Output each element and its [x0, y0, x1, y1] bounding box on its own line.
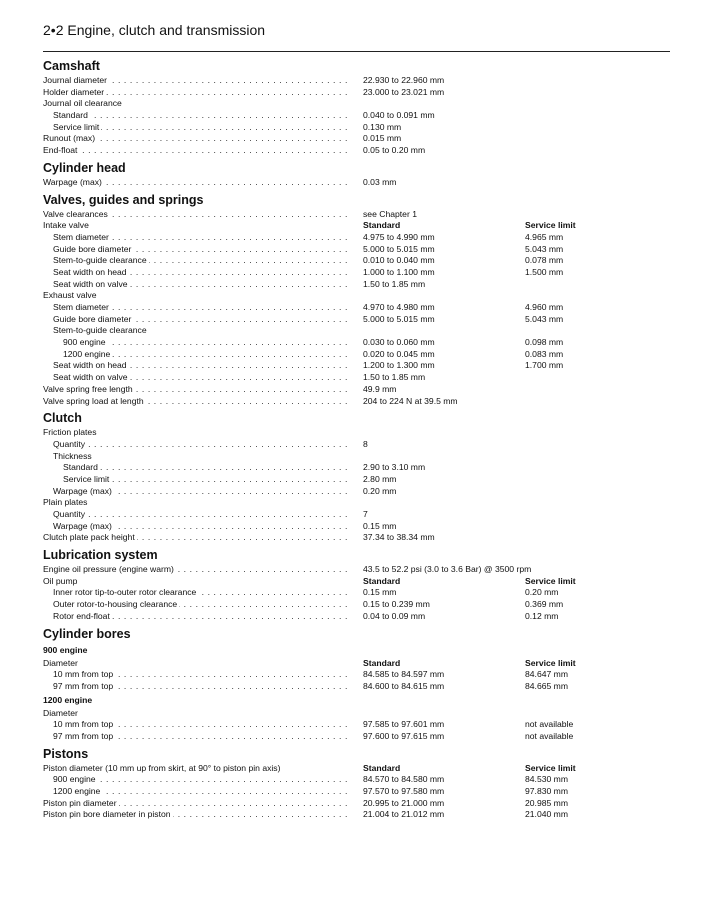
- spec-label: Journal diameter: [43, 75, 108, 85]
- section-title-cylinder-bores: Cylinder bores: [43, 626, 131, 641]
- column-header-standard: Standard: [363, 220, 401, 231]
- spec-value: 0.03 mm: [363, 176, 397, 187]
- spec-value: 2.80 mm: [363, 473, 397, 484]
- spec-limit: 20.985 mm: [525, 797, 568, 808]
- spec-limit: 0.12 mm: [525, 610, 559, 621]
- spec-row: [43, 87, 670, 99]
- spec-value: 1.000 to 1.100 mm: [363, 266, 435, 277]
- spec-label: Diameter: [43, 657, 78, 668]
- spec-limit: 0.369 mm: [525, 599, 564, 610]
- spec-label: 10 mm from top: [43, 719, 115, 729]
- spec-label: Stem diameter: [43, 232, 111, 242]
- spec-label: Piston diameter (10 mm up from skirt, at 90° to piston pin axis): [43, 762, 281, 773]
- spec-value: 8: [363, 438, 368, 449]
- spec-label: Stem-to-guide clearance: [43, 255, 149, 265]
- spec-row: [43, 474, 670, 486]
- spec-label: Service limit: [43, 122, 101, 132]
- spec-limit: not available: [525, 730, 574, 741]
- spec-label: 97 mm from top: [43, 731, 115, 741]
- spec-label: 1200 engine: [43, 786, 102, 796]
- spec-row: [43, 360, 670, 372]
- header-rule: [43, 51, 670, 52]
- spec-label: Holder diameter: [43, 86, 105, 97]
- spec-value: 1.50 to 1.85 mm: [363, 372, 426, 383]
- spec-row: [43, 177, 670, 189]
- spec-limit: not available: [525, 719, 574, 730]
- spec-row: [43, 708, 670, 720]
- spec-row: [43, 314, 670, 326]
- spec-row: [43, 599, 670, 611]
- spec-label: Valve clearances: [43, 208, 108, 219]
- spec-value: 0.15 mm: [363, 587, 397, 598]
- spec-value: 0.15 to 0.239 mm: [363, 599, 430, 610]
- spec-value: 97.570 to 97.580 mm: [363, 786, 445, 796]
- column-header-service-limit: Service limit: [525, 657, 576, 668]
- spec-value: 84.570 to 84.580 mm: [363, 774, 445, 785]
- spec-label: 10 mm from top: [43, 669, 115, 679]
- column-header-service-limit: Service limit: [525, 220, 576, 231]
- spec-label: Intake valve: [43, 220, 89, 231]
- section-title-valves: Valves, guides and springs: [43, 192, 204, 207]
- spec-value: 22.930 to 22.960 mm: [363, 75, 445, 85]
- spec-label: Oil pump: [43, 575, 78, 586]
- spec-limit: 0.20 mm: [525, 587, 559, 598]
- spec-row: [43, 98, 670, 110]
- column-header-service-limit: Service limit: [525, 575, 576, 586]
- spec-row: [43, 509, 670, 521]
- spec-label: 900 engine: [43, 774, 98, 784]
- spec-row: [43, 244, 670, 256]
- spec-value: 0.010 to 0.040 mm: [363, 255, 435, 266]
- spec-limit: 1.500 mm: [525, 266, 564, 277]
- spec-value: see Chapter 1: [363, 208, 417, 219]
- spec-limit: 5.043 mm: [525, 243, 564, 254]
- spec-limit: 21.040 mm: [525, 809, 568, 820]
- spec-label: End-float: [43, 145, 78, 156]
- spec-row: [43, 279, 670, 291]
- spec-value: 23.000 to 23.021 mm: [363, 86, 445, 97]
- spec-value: 0.030 to 0.060 mm: [363, 337, 435, 348]
- spec-label: Valve spring load at length: [43, 395, 144, 406]
- spec-value: 84.585 to 84.597 mm: [363, 669, 445, 680]
- spec-row: [43, 658, 670, 670]
- spec-label: Thickness: [43, 451, 94, 461]
- spec-limit: 84.647 mm: [525, 669, 568, 680]
- spec-limit: 84.665 mm: [525, 680, 568, 691]
- spec-value: 84.600 to 84.615 mm: [363, 680, 445, 691]
- spec-label: Journal oil clearance: [43, 98, 122, 109]
- spec-limit: 1.700 mm: [525, 360, 564, 371]
- spec-row: [43, 719, 670, 731]
- spec-label: Friction plates: [43, 427, 97, 438]
- spec-value: 97.600 to 97.615 mm: [363, 730, 445, 741]
- spec-value: 37.34 to 38.34 mm: [363, 532, 435, 543]
- spec-limit: 97.830 mm: [525, 786, 568, 796]
- spec-label: 900 engine: [43, 337, 108, 347]
- spec-row: [43, 611, 670, 623]
- spec-limit: 0.083 mm: [525, 348, 564, 359]
- spec-value: 0.015 mm: [363, 133, 402, 144]
- spec-row: [43, 809, 670, 821]
- spec-row: [43, 325, 670, 337]
- spec-value: 1.200 to 1.300 mm: [363, 360, 435, 371]
- spec-label: Piston pin diameter: [43, 797, 117, 808]
- spec-row: [43, 731, 670, 743]
- spec-value: 2.90 to 3.10 mm: [363, 462, 426, 473]
- spec-row: [43, 133, 670, 145]
- spec-value: 0.04 to 0.09 mm: [363, 610, 426, 621]
- spec-row: [43, 798, 670, 810]
- spec-label: Seat width on valve: [43, 372, 130, 382]
- spec-row: [43, 681, 670, 693]
- spec-label: Inner rotor tip-to-outer rotor clearance: [43, 587, 198, 597]
- spec-label: Warpage (max): [43, 521, 114, 531]
- subsection-title: 1200 engine: [43, 694, 93, 705]
- spec-label: 97 mm from top: [43, 681, 115, 691]
- spec-value: 43.5 to 52.2 psi (3.0 to 3.6 Bar) @ 3500 rpm: [363, 564, 532, 575]
- spec-row: [43, 576, 670, 588]
- spec-value: 49.9 mm: [363, 383, 397, 394]
- spec-label: Valve spring free length: [43, 383, 133, 394]
- spec-label: Standard: [43, 462, 100, 472]
- spec-value: 7: [363, 509, 368, 519]
- spec-value: 1.50 to 1.85 mm: [363, 278, 426, 289]
- spec-value: 4.975 to 4.990 mm: [363, 231, 435, 242]
- section-title-pistons: Pistons: [43, 746, 89, 761]
- spec-label: Guide bore diameter: [43, 244, 133, 254]
- spec-row: [43, 255, 670, 267]
- column-header-standard: Standard: [363, 657, 401, 668]
- spec-row: [43, 564, 670, 576]
- spec-row: [43, 462, 670, 474]
- spec-value: 21.004 to 21.012 mm: [363, 809, 445, 820]
- spec-label: Quantity: [43, 439, 87, 449]
- page-header: 2•2 Engine, clutch and transmission: [43, 22, 266, 38]
- spec-row: [43, 220, 670, 232]
- spec-row: [43, 786, 670, 798]
- section-title-cylinder-head: Cylinder head: [43, 160, 126, 175]
- spec-label: Stem-to-guide clearance: [43, 325, 149, 335]
- spec-value: 0.05 to 0.20 mm: [363, 145, 426, 156]
- spec-row: [43, 290, 670, 302]
- spec-row: [43, 497, 670, 509]
- spec-row: [43, 302, 670, 314]
- spec-limit: 0.098 mm: [525, 337, 564, 348]
- spec-value: 5.000 to 5.015 mm: [363, 243, 435, 254]
- spec-row: [43, 396, 670, 408]
- spec-limit: 4.960 mm: [525, 302, 564, 312]
- spec-row: [43, 122, 670, 134]
- spec-label: Seat width on head: [43, 360, 129, 370]
- spec-content: [43, 59, 670, 821]
- spec-label: 1200 engine: [43, 349, 112, 359]
- spec-label: Diameter: [43, 707, 78, 718]
- column-header-standard: Standard: [363, 762, 401, 773]
- spec-value: 0.20 mm: [363, 485, 397, 496]
- spec-label: Engine oil pressure (engine warm): [43, 564, 174, 575]
- spec-label: Stem diameter: [43, 302, 111, 312]
- spec-label: Guide bore diameter: [43, 314, 133, 324]
- spec-row: [43, 774, 670, 786]
- spec-row: [43, 439, 670, 451]
- spec-label: Warpage (max): [43, 176, 102, 187]
- spec-row: [43, 451, 670, 463]
- spec-row: [43, 267, 670, 279]
- spec-value: 20.995 to 21.000 mm: [363, 797, 445, 808]
- spec-row: [43, 486, 670, 498]
- spec-limit: 84.530 mm: [525, 774, 568, 785]
- spec-row: [43, 532, 670, 544]
- subsection-title: 900 engine: [43, 644, 88, 655]
- spec-row: [43, 521, 670, 533]
- spec-label: Piston pin bore diameter in piston: [43, 809, 171, 820]
- spec-label: Service limit: [43, 474, 111, 484]
- spec-limit: 4.965 mm: [525, 231, 564, 242]
- spec-value: 5.000 to 5.015 mm: [363, 313, 435, 324]
- spec-label: Runout (max): [43, 133, 96, 144]
- section-title-clutch: Clutch: [43, 411, 82, 426]
- spec-value: 0.020 to 0.045 mm: [363, 348, 435, 359]
- spec-row: [43, 763, 670, 775]
- spec-label: Quantity: [43, 509, 87, 519]
- section-title-camshaft: Camshaft: [43, 59, 100, 73]
- spec-limit: 0.078 mm: [525, 255, 564, 266]
- spec-label: Outer rotor-to-housing clearance: [43, 599, 179, 609]
- spec-row: [43, 75, 670, 87]
- spec-label: Standard: [43, 110, 90, 120]
- spec-label: Seat width on valve: [43, 279, 130, 289]
- spec-row: [43, 110, 670, 122]
- spec-row: [43, 209, 670, 221]
- column-header-standard: Standard: [363, 575, 401, 586]
- spec-row: [43, 372, 670, 384]
- spec-row: [43, 669, 670, 681]
- spec-row: [43, 384, 670, 396]
- spec-label: Clutch plate pack height: [43, 532, 135, 543]
- section-title-lubrication: Lubrication system: [43, 548, 158, 563]
- spec-value: 4.970 to 4.980 mm: [363, 302, 435, 312]
- spec-limit: 5.043 mm: [525, 313, 564, 324]
- spec-row: [43, 145, 670, 157]
- spec-row: [43, 587, 670, 599]
- spec-row: [43, 349, 670, 361]
- spec-value: 0.040 to 0.091 mm: [363, 110, 435, 121]
- spec-row: [43, 337, 670, 349]
- spec-value: 204 to 224 N at 39.5 mm: [363, 395, 458, 406]
- spec-label: Rotor end-float: [43, 611, 112, 621]
- spec-label: Plain plates: [43, 497, 88, 508]
- spec-value: 97.585 to 97.601 mm: [363, 719, 445, 730]
- column-header-service-limit: Service limit: [525, 762, 576, 773]
- spec-label: Exhaust valve: [43, 290, 97, 301]
- spec-row: [43, 232, 670, 244]
- spec-label: Seat width on head: [43, 267, 129, 277]
- spec-label: Warpage (max): [43, 486, 114, 496]
- spec-value: 0.15 mm: [363, 520, 397, 531]
- spec-row: [43, 427, 670, 439]
- spec-value: 0.130 mm: [363, 121, 402, 132]
